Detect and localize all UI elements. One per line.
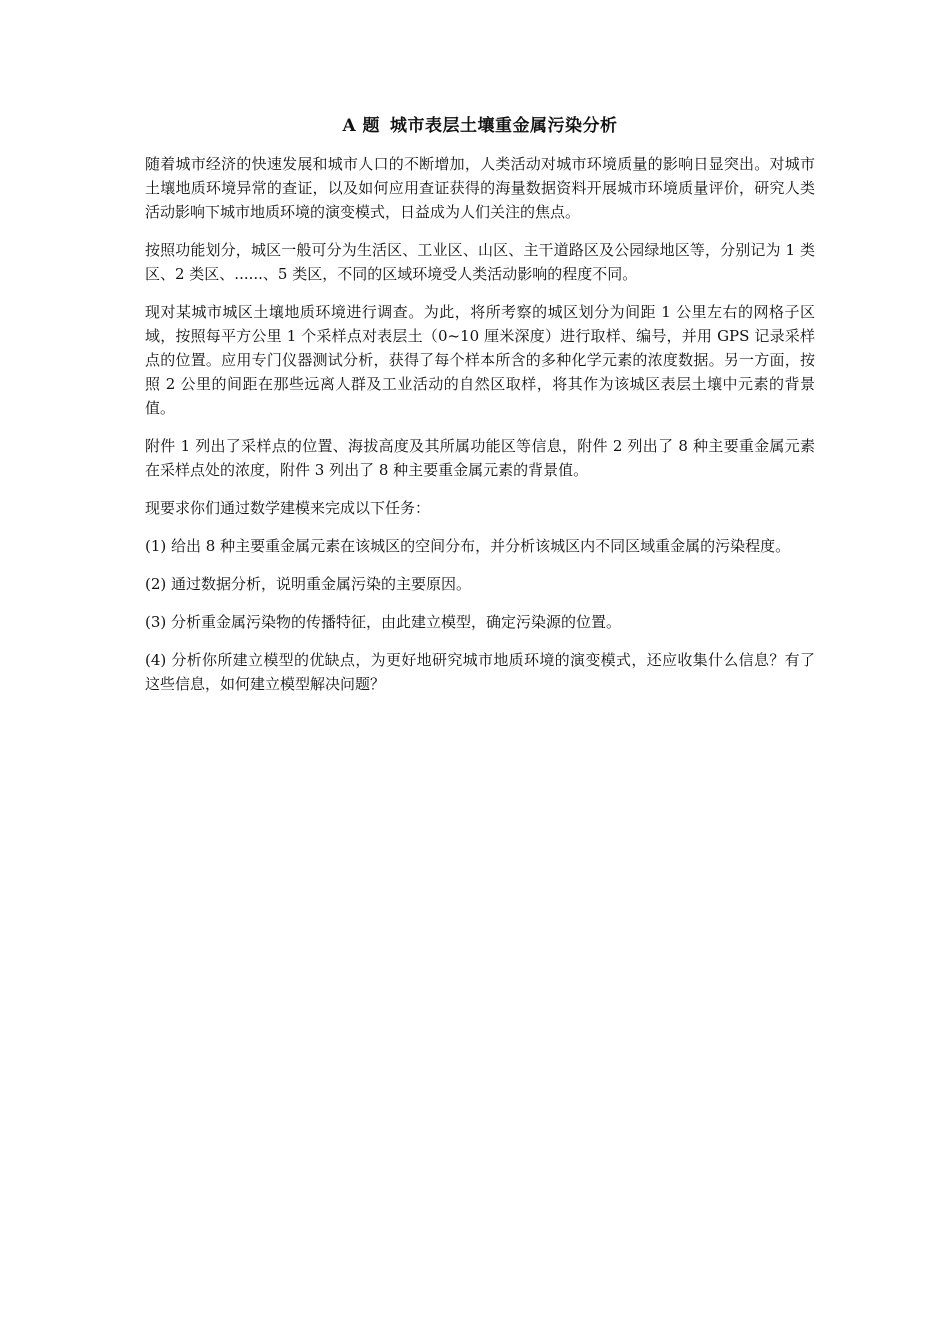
paragraph-attachments: 附件 1 列出了采样点的位置、海拔高度及其所属功能区等信息，附件 2 列出了 8 种主要重金属元素在采样点处的浓度，附件 3 列出了 8 种主要重金属元素的背景值。 — [145, 437, 815, 479]
task-item-3: (3) 分析重金属污染物的传播特征，由此建立模型，确定污染源的位置。 — [145, 613, 622, 631]
task-item-4: (4) 分析你所建立模型的优缺点，为更好地研究城市地质环境的演变模式，还应收集什么信息？有了这些信息，如何建立模型解决问题？ — [145, 651, 815, 693]
document-title — [145, 112, 815, 140]
paragraph-tasks-intro: 现要求你们通过数学建模来完成以下任务： — [145, 499, 431, 517]
paragraph-intro: 随着城市经济的快速发展和城市人口的不断增加，人类活动对城市环境质量的影响日显突出。对城市土壤地质环境异常的查证，以及如何应用查证获得的海量数据资料开展城市环境质量评价，研究人类活动影响下城市地质环境的演变模式，日益成为人们关注的焦点。 — [145, 155, 815, 221]
title-text: 城市表层土壤重金属污染分析 — [390, 116, 618, 136]
paragraph-zones: 按照功能划分，城区一般可分为生活区、工业区、山区、主干道路区及公园绿地区等，分别记为 1 类区、2 类区、......、5 类区，不同的区域环境受人类活动影响的程度不同。 — [145, 241, 815, 283]
paragraph-survey: 现对某城市城区土壤地质环境进行调查。为此，将所考察的城区划分为间距 1 公里左右的网格子区域，按照每平方公里 1 个采样点对表层土（0~10 厘米深度）进行取样、编号，并用 GPS 记录采样点的位置。应用专门仪器测试分析，获得了每个样本所含的多种化学元素的浓度数据。另一方面，按照 2 公里的间距在那些远离人群及工业活动的自然区取样，将其作为该城区表层土壤中元素的背景值。 — [145, 303, 815, 417]
task-item-1: (1) 给出 8 种主要重金属元素在该城区的空间分布，并分析该城区内不同区域重金属的污染程度。 — [145, 537, 791, 555]
document-body — [145, 112, 815, 710]
task-item-2: (2) 通过数据分析，说明重金属污染的主要原因。 — [145, 575, 472, 593]
title-label: A 题 — [342, 116, 381, 136]
